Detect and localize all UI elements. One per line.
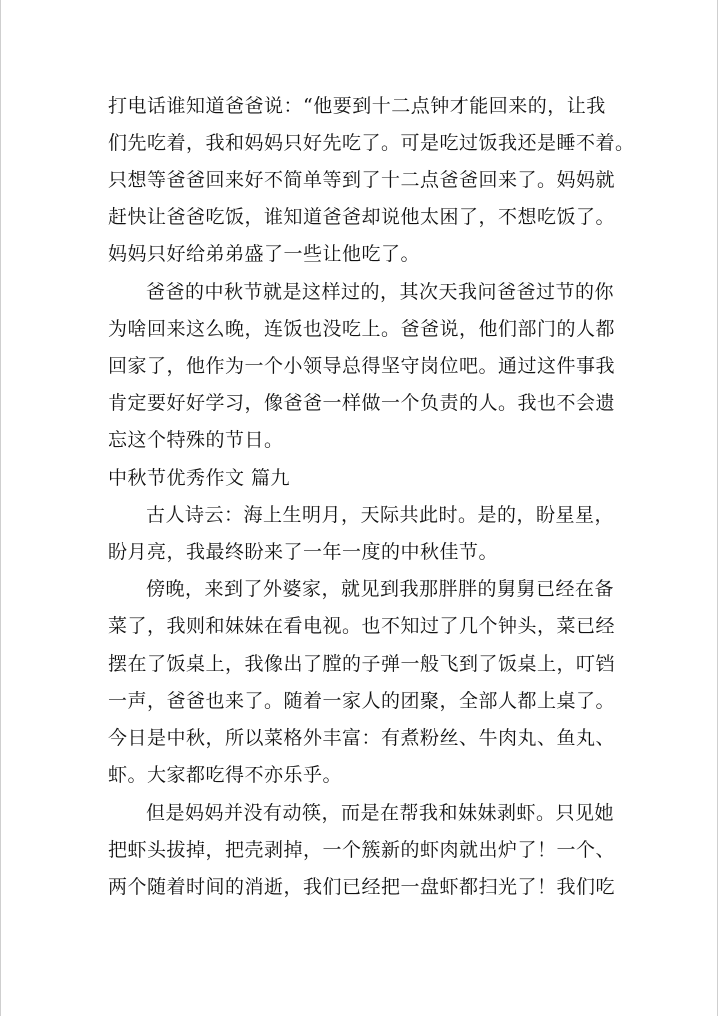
- paragraph-first-line: 爸爸的中秋节就是这样过的，其次天我问爸爸过节的你: [146, 281, 615, 303]
- text-line: 菜了，我则和妹妹在看电视。也不知过了几个钟头，菜已经: [108, 615, 616, 637]
- text-line: 赶快让爸爸吃饭，谁知道爸爸却说他太困了，不想吃饭了。: [108, 206, 616, 228]
- text-line: 一声，爸爸也来了。随着一家人的团聚，全部人都上桌了。: [108, 690, 616, 712]
- text-line: 盼月亮，我最终盼来了一年一度的中秋佳节。: [108, 541, 499, 563]
- text-line: 把虾头拔掉，把壳剥掉，一个簇新的虾肉就出炉了！一个、: [108, 839, 616, 861]
- text-line: 妈妈只好给弟弟盛了一些让他吃了。: [108, 243, 421, 265]
- text-line: 回家了，他作为一个小领导总得坚守岗位吧。通过这件事我: [108, 355, 616, 377]
- text-line: 忘这个特殊的节日。: [108, 429, 284, 451]
- paragraph-first-line: 古人诗云：海上生明月，天际共此时。是的，盼星星，: [146, 504, 615, 526]
- text-line: 们先吃着，我和妈妈只好先吃了。可是吃过饭我还是睡不着。: [108, 132, 635, 154]
- section-heading: 中秋节优秀作文 篇九: [108, 467, 291, 489]
- text-line: 两个随着时间的消逝，我们已经把一盘虾都扫光了！我们吃: [108, 876, 616, 898]
- text-line: 肯定要好好学习，像爸爸一样做一个负责的人。我也不会遗: [108, 392, 616, 414]
- text-line: 打电话谁知道爸爸说：“他要到十二点钟才能回来的，让我: [108, 95, 606, 117]
- text-line: 只想等爸爸回来好不简单等到了十二点爸爸回来了。妈妈就: [108, 169, 616, 191]
- paragraph-first-line: 但是妈妈并没有动筷，而是在帮我和妹妹剥虾。只见她: [146, 802, 615, 824]
- text-line: 今日是中秋，所以菜格外丰富：有煮粉丝、牛肉丸、鱼丸、: [108, 727, 616, 749]
- text-line: 摆在了饭桌上，我像出了膛的子弹一般飞到了饭桌上，叮铛: [108, 653, 616, 675]
- text-line: 为啥回来这么晚，连饭也没吃上。爸爸说，他们部门的人都: [108, 318, 616, 340]
- text-line: 虾。大家都吃得不亦乐乎。: [108, 764, 343, 786]
- paragraph-first-line: 傍晚，来到了外婆家，就见到我那胖胖的舅舅已经在备: [146, 578, 615, 600]
